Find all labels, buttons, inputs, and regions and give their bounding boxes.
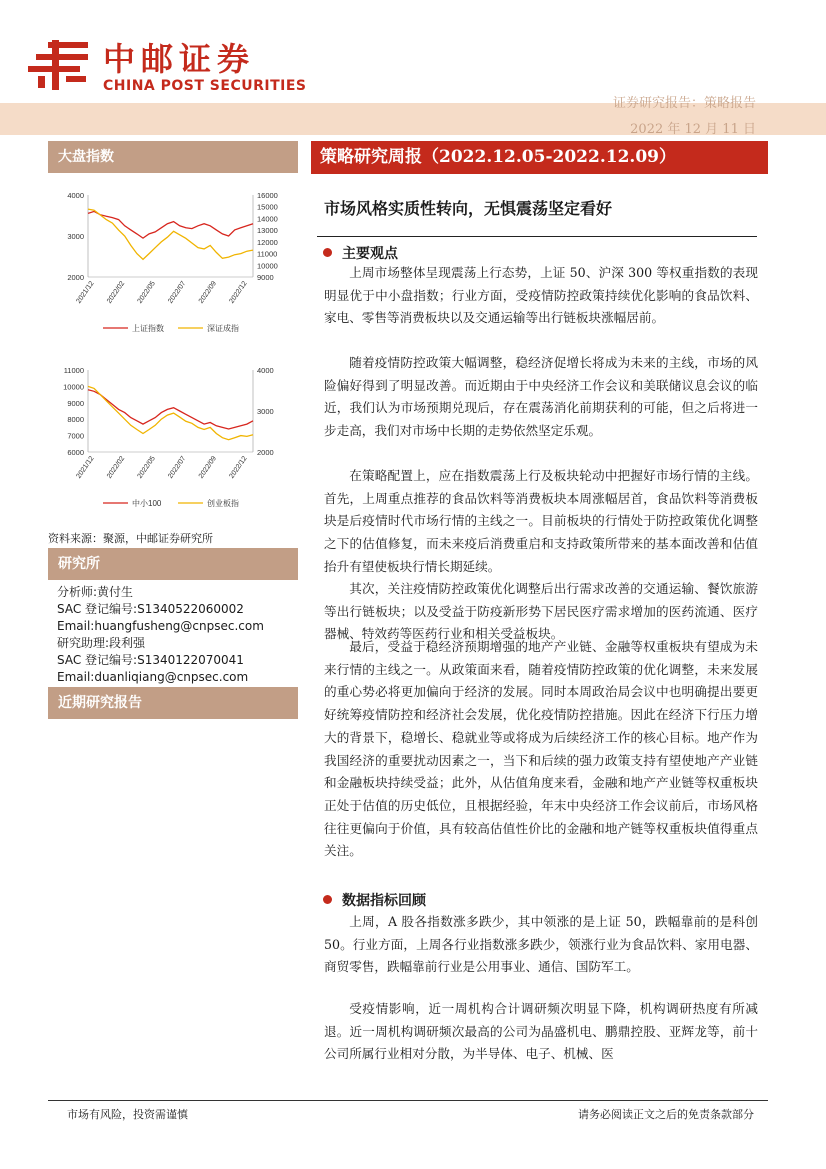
- y-right-tick-label: 13000: [257, 226, 278, 236]
- institute-header: 研究所: [48, 548, 298, 580]
- paragraph: 在策略配置上，应在指数震荡上行及板块轮动中把握好市场行情的主线。首先，上周重点推荐的食品饮料等消费板块本周涨幅居首，食品饮料等消费板块是后疫情时代市场行情的主线之一。目前板块的行情处于防控政策优化调整之下的估值修复，而未来疫后消费重启和支持政策所带来的基本面改善和估值抬升有望使板块行情长期延续。: [324, 468, 758, 574]
- y-left-tick-label: 8000: [67, 415, 84, 425]
- y-right-tick-label: 10000: [257, 261, 278, 271]
- footer-risk-notice: 市场有风险，投资需谨慎: [67, 1108, 188, 1121]
- y-left-tick-label: 2000: [67, 273, 84, 282]
- bullet-icon: [323, 895, 332, 904]
- bullet-icon: [323, 248, 332, 257]
- legend-label: 中小100: [132, 499, 162, 508]
- x-tick-label: 2022/05: [136, 280, 157, 305]
- y-right-tick-label: 12000: [257, 237, 278, 247]
- y-left-tick-label: 11000: [63, 366, 84, 375]
- market-index-header: 大盘指数: [48, 141, 298, 173]
- section-key-views: [323, 243, 398, 263]
- y-right-tick-label: 14000: [257, 214, 278, 224]
- section-key-views-title: 主要观点: [342, 246, 398, 262]
- report-headline: 市场风格实质性转向，无惧震荡坚定看好: [324, 199, 613, 218]
- legend-label: 深证成指: [207, 324, 239, 333]
- paragraph: 受疫情影响，近一周机构合计调研频次明显下降，机构调研热度有所减退。近一周机构调研频次最高的公司为晶盛机电、鹏鼎控股、亚辉龙等，前十公司所属行业相对分散，为半导体、电子、机械、医: [324, 1001, 758, 1062]
- paragraph: 上周，A 股各指数涨多跌少，其中领涨的是上证 50，跌幅靠前的是科创 50。行业方面，上周各行业指数涨多跌少，领涨行业为食品饮料、家用电器、商贸零售，跌幅靠前行业是公用事业、通信、国防军工。: [324, 914, 758, 975]
- x-tick-label: 2022/05: [136, 455, 157, 480]
- y-left-tick-label: 9000: [67, 398, 84, 408]
- x-tick-label: 2022/07: [167, 455, 188, 480]
- logo-chinese: 中邮证券: [103, 40, 256, 78]
- assistant-name: 研究助理:段利强: [57, 636, 146, 650]
- x-tick-label: 2022/02: [105, 455, 127, 480]
- x-tick-label: 2022/09: [197, 455, 219, 480]
- paragraph: 随着疫情防控政策大幅调整，稳经济促增长将成为未来的主线，市场的风险偏好得到了明显改善。而近期由于中央经济工作会议和美联储议息会议的临近，我们认为市场预期兑现后，存在震荡消化前期获利的可能，但之后将进一步走高，我们对市场中长期的走势依然坚定乐观。: [324, 355, 758, 439]
- recent-reports-header: 近期研究报告: [48, 687, 298, 719]
- y-left-tick-label: 7000: [67, 431, 84, 441]
- analyst-name: 分析师:黄付生: [57, 585, 134, 599]
- assistant-sac: SAC 登记编号:S1340122070041: [57, 653, 244, 667]
- paragraph: 上周市场整体呈现震荡上行态势，上证 50、沪深 300 等权重指数的表现明显优于中小盘指数；行业方面，受疫情防控政策持续优化影响的食品饮料、家电、零售等消费板块以及交通运输等出行链板块涨幅居前。: [324, 265, 758, 326]
- section-data-review: [323, 890, 426, 910]
- y-left-tick-label: 10000: [63, 382, 84, 392]
- y-right-tick-label: 4000: [257, 366, 274, 375]
- report-type: 证券研究报告：策略报告: [612, 96, 756, 111]
- market-index-chart-2: [48, 360, 298, 520]
- market-index-chart-1: [48, 185, 298, 345]
- y-left-tick-label: 3000: [67, 232, 84, 241]
- section-data-review-title: 数据指标回顾: [342, 893, 426, 909]
- y-right-tick-label: 3000: [257, 407, 274, 416]
- report-title-bar: 策略研究周报（2022.12.05-2022.12.09）: [311, 141, 768, 174]
- report-date: 2022 年 12 月 11 日: [630, 122, 756, 137]
- y-right-tick-label: 9000: [257, 273, 274, 282]
- footer-divider: [48, 1100, 768, 1101]
- x-tick-label: 2022/12: [228, 280, 249, 305]
- y-right-tick-label: 16000: [257, 191, 278, 200]
- y-left-tick-label: 4000: [67, 191, 84, 200]
- x-tick-label: 2022/07: [167, 280, 188, 305]
- series-line-secondary: [88, 386, 253, 439]
- paragraph: 最后，受益于稳经济预期增强的地产产业链、金融等权重板块有望成为未来行情的主线之一。从政策面来看，随着疫情防控政策的优化调整，未来发展的重心势必将更加偏向于经济的发展。同时本周政治局会议中也明确提出要更好统筹疫情防控和经济社会发展，优化疫情防控措施。因此在经济下行压力增大的背景下，稳增长、稳就业等或将成为后续经济工作的核心目标。地产作为我国经济的重要扰动因素之一，当下和后续的强力政策支持有望使地产产业链和金融板块持续受益；此外，从估值角度来看，金融和地产产业链等权重板块正处于估值的历史低位，且根据经验，年末中央经济工作会议前后，市场风格往往更偏向于价值，具有较高估值性价比的金融和地产链等权重板块值得重点关注。: [324, 639, 758, 859]
- x-tick-label: 2022/02: [105, 280, 127, 305]
- china-post-logo-icon: [28, 40, 94, 90]
- series-line-secondary: [88, 209, 253, 259]
- y-left-tick-label: 6000: [67, 448, 84, 457]
- x-tick-label: 2022/09: [197, 280, 219, 305]
- paragraph: 其次，关注疫情防控政策优化调整后出行需求改善的交通运输、餐饮旅游等出行链板块；以及受益于防疫新形势下居民医疗需求增加的医药流通、医疗器械、特效药等医药行业和相关受益板块。: [324, 581, 758, 642]
- y-right-tick-label: 2000: [257, 448, 274, 457]
- series-line-primary: [88, 390, 253, 429]
- legend-label: 创业板指: [207, 499, 239, 508]
- chart-source: 资料来源：聚源，中邮证券研究所: [48, 532, 213, 545]
- analyst-email[interactable]: Email:huangfusheng@cnpsec.com: [57, 619, 264, 633]
- x-tick-label: 2021/12: [75, 455, 96, 480]
- y-right-tick-label: 15000: [257, 202, 278, 212]
- x-tick-label: 2021/12: [75, 280, 96, 305]
- headline-divider: [317, 236, 757, 237]
- analyst-sac: SAC 登记编号:S1340522060002: [57, 602, 244, 616]
- y-right-tick-label: 11000: [257, 249, 278, 259]
- logo-english: CHINA POST SECURITIES: [103, 78, 307, 94]
- assistant-email[interactable]: Email:duanliqiang@cnpsec.com: [57, 670, 249, 684]
- legend-label: 上证指数: [132, 324, 164, 333]
- x-tick-label: 2022/12: [228, 455, 249, 480]
- footer-disclaimer-notice: 请务必阅读正文之后的免责条款部分: [578, 1108, 754, 1121]
